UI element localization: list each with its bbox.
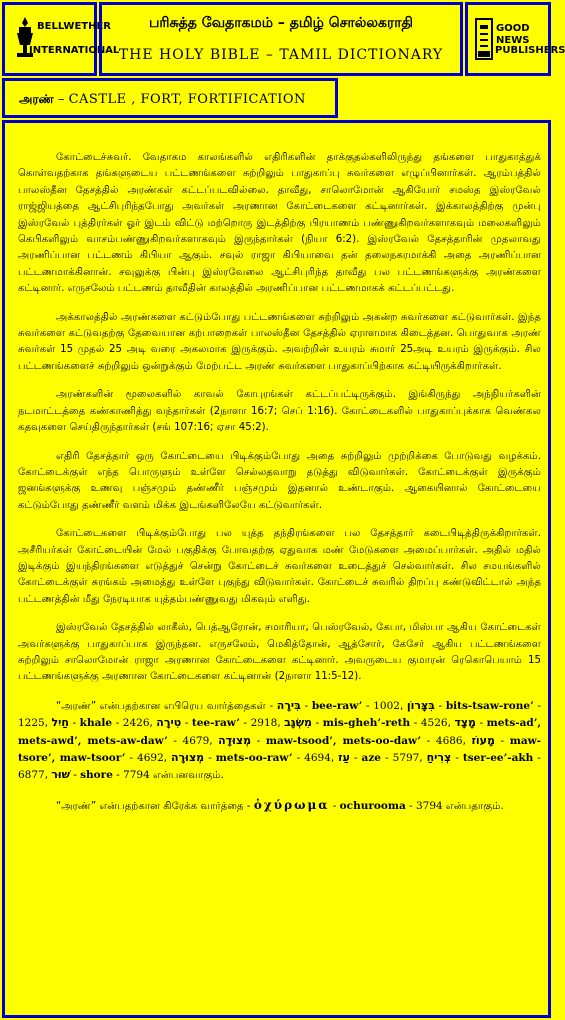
- hebrew-transliteration: mets-oo-raw’: [215, 752, 293, 764]
- hebrew-word: מְצוּרָה: [171, 751, 205, 764]
- entry-heading-box: [2, 78, 338, 118]
- paragraph: அரண்களின் மூலைகளில் காவல் கோபுரங்கள் கட்டப்பட்டிருக்கும். இங்கிருந்து அந்நியர்களின் நடமாட்டத்தை கண்காணித்து வந்தார்கள் (2நாளா 16:7; செப் 1:16). கோட்டைகளில் பாதுகாப்புக்காக வெண்கல கதவுகளை செய்திருந்தார்கள் (சங் 107:16; ஏசா 45:2).: [18, 389, 541, 434]
- publisher-right-line1: GOOD NEWS: [496, 23, 530, 46]
- hebrew-word-entry: מָעוֹז - maw-tsore’, maw-tsoor’ - 4692,: [18, 733, 542, 764]
- header-title-tamil: பரிசுத்த வேதாகமம் – தமிழ் சொல்லகராதி: [149, 15, 413, 31]
- greek-word: ὀχύρωμα: [253, 797, 330, 812]
- hebrew-word-entry: מָצָד - mets-ad’, mets-awd’, mets-aw-daw’ - 4679,: [18, 716, 542, 747]
- hebrew-word: מְצוּדָה: [218, 733, 252, 747]
- hebrew-strong-number: 4694: [304, 752, 331, 764]
- hebrew-word: צְרִיחַ: [426, 751, 452, 764]
- hebrew-word: בִּירָה: [276, 698, 301, 712]
- hebrew-strong-number: 4692: [137, 752, 164, 764]
- hebrew-word-entry: חַיִל - khale - 2426,: [51, 716, 157, 730]
- entry-word-english: CASTLE , FORT, FORTIFICATION: [68, 92, 306, 107]
- hebrew-transliteration: shore: [80, 769, 113, 782]
- hebrew-transliteration: bits-tsaw-rone’: [445, 699, 534, 712]
- hebrew-transliteration: khale: [79, 717, 113, 730]
- hebrew-word-entry: עַז - aze - 5797,: [338, 751, 427, 764]
- hebrew-strong-number: 7794: [123, 769, 150, 782]
- publisher-right-line2: PUBLISHERS: [495, 45, 565, 56]
- greek-transliteration: ochurooma: [339, 799, 406, 812]
- publisher-left-line2: INTERNATIONAL: [29, 45, 120, 56]
- greek-strong-number: 3794: [415, 799, 443, 812]
- page-header: [99, 2, 463, 76]
- publisher-left-line1: BELLWETHER: [37, 21, 112, 32]
- hebrew-word: מָצָד: [454, 716, 476, 730]
- entry-separator: –: [53, 92, 69, 107]
- book-icon: [474, 17, 494, 61]
- hebrew-intro: “அரண்” என்பதற்கான எபிரெய வார்த்தைகள் -: [56, 700, 277, 712]
- hebrew-strong-number: 4686: [435, 734, 463, 747]
- hebrew-strong-number: 2426: [122, 717, 150, 730]
- paragraph: எதிரி தேசத்தார் ஒரு கோட்டையை பிடிக்கும்போது அதை சுற்றிலும் முற்றிக்கை போடுவது வழக்கம். கோட்டைக்குள் எந்த பொருளும் உள்ளே செல்லதவாறு தடுத்து விடுவார்கள். கோட்டைக்குள் இருக்கும் ஜனங்களுக்கு உணவு பஞ்சமும் தண்ணீர் பஞ்சமும் இதனால் உண்டாகும். ஆகையினால் கோட்டையை கட்டும்போது தண்ணீர் வளம் மிக்க இடங்களிலேயே கட்டுவார்கள்.: [18, 450, 541, 511]
- hebrew-word-entry: צְרִיחַ - tser-ee’-akh - 6877,: [18, 751, 541, 782]
- hebrew-transliteration: aze: [361, 752, 381, 764]
- hebrew-transliteration: bee-raw’: [311, 699, 363, 712]
- greek-outro: என்பதாகும்.: [442, 800, 504, 812]
- hebrew-word: מִשְׂגָּב: [284, 716, 313, 730]
- hebrew-outro: என்பனவாகும்.: [149, 770, 224, 782]
- entry-content: [18, 150, 541, 827]
- paragraph: கோட்டைச்சுவர். வேதாகம காலங்களில் எதிரிகளின் தாக்குதல்களிலிருந்து தங்களை பாதுகாத்துக் கொள்வதற்காக தங்களுடைய பட்டணங்களை சுற்றிலும் பாதுகாப்பு சுவர்களை எழுப்பினார்கள். ஆரம்பத்தில் பாலஸ்தீன தேசத்தில் அரண்கள் கட்டப்படவில்லை. தாவீது, சாலொமோன் ஆகியோர் சமஸ்த இஸ்ரவேல் ராஜ்ஜியத்தை ஆட்சிபுரிந்தபோது அவர்கள் அரணான கோட்டைகளை கட்டினார்கள். இக்காலத்திற்கு முன்பு இஸ்ரவேல் புத்திரர்கள் ஓர் இடம் விட்டு மற்றொரு இடத்திற்கு பிரயாணம் பண்ணுகிறவர்களாகவும் மலைகளிலும் கெபிகளிலும் வாசம்பண்ணுகிறவர்களாகவும் இருந்தார்கள் (நியா 6:2). இஸ்ரவேல் தேசத்தாரின் முதலாவது அரணிப்பான பட்டணம் கிபியா ஆகும். சவுல் ராஜா கிபியாவை தன் தலைநகரமாக்கி அதை அரணிப்பான பட்டணமாக்கினான். சவுலுக்கு பின்பு இஸ்ரவேலை ஆட்சிபுரிந்த தாவீது பல பட்டணங்களுக்கு அரண்களை கட்டினார். எருசலேம் பட்டணம் தாவீதின் காலத்தில் அரணிப்பான பட்டணமாகக் கட்டப்பட்டது.: [18, 152, 541, 295]
- paragraph: இஸ்ரவேல் தேசத்தில் லாகீஸ், பெத்ஆரோன், சமாரியா, பெஸ்ரவேல், கேபா, மிஸ்பா ஆகிய கோட்டைகள் அவர்களுக்கு பாதுகாப்பாக இருந்தன. எருசலேம், மெகித்தோன், ஆத்சோர், கேசேர் ஆகிய பட்டணங்களை சுற்றிலும் சாலொமோன் ராஜா அரணான கோட்டைகளை கட்டினார். அவருடைய குமாரன் ரெகொபெயாம் 15 பட்டணங்களுக்கு அரணான கோட்டைகளை கட்டினான் (2நாளா 11:5-12).: [18, 622, 541, 683]
- hebrew-strong-number: 4679: [182, 734, 210, 747]
- hebrew-transliteration: tee-raw’: [191, 717, 240, 730]
- hebrew-strong-number: 6877: [18, 769, 45, 782]
- bellwether-logo-box: [2, 2, 120, 76]
- hebrew-word: טִירָה: [156, 716, 182, 730]
- paragraph: கோட்டைகளை பிடிக்கும்போது பல யுத்த தந்திரங்களை பல தேசத்தார் கடைபிடித்திருக்கிறார்கள். அசீரியர்கள் கோட்டையின் மேல் பகுதிக்கு போவதற்கு ஏதுவாக மண் மேடுகளை அமைப்பார்கள். அதில் மதில் இடிக்கும் இயந்திரங்களை எடுத்துச் சென்று கோட்டைச் சுவர்களை உடைத்துச் செல்வார்கள். சில சமயங்களில் கோட்டைக்குள் சுரங்கம் அமைத்து உள்ளே புகுந்து விடுவார்கள். கோட்டைச் சுவரில் திறப்பு கண்டுவிட்டால் அந்த பட்டணத்தின் மீது நேரடியாக யுத்தம்பண்ணுவது மிகவும் எளிது.: [18, 528, 541, 605]
- hebrew-word-entry: בִּצָּרוֹן - bits-tsaw-rone’ - 1225,: [18, 698, 542, 730]
- hebrew-word: שׁוּר: [51, 768, 70, 782]
- entry-heading: [19, 92, 306, 108]
- hebrew-word-entry: מְצוּרָה - mets-oo-raw’ - 4694,: [171, 751, 339, 764]
- hebrew-word: חַיִל: [51, 716, 69, 730]
- hebrew-transliteration: mets-ad’, mets-awd’, mets-aw-daw’: [18, 717, 542, 747]
- entry-content-box: [2, 120, 551, 1018]
- hebrew-strong-number: 5797: [392, 752, 420, 764]
- hebrew-word: מָעוֹז: [471, 733, 495, 747]
- entry-word-tamil: அரண்: [19, 92, 54, 106]
- hebrew-strong-number: 1225: [18, 717, 45, 730]
- hebrew-words-paragraph: [18, 698, 541, 785]
- hebrew-word-entry: מִשְׂגָּב - mis-gheh’-reth - 4526,: [284, 716, 455, 730]
- greek-word-paragraph: “அரண்” என்பதற்கான கிரேக்க வார்த்தை - ὀχύρωμα - ochurooma - 3794 என்பதாகும்.: [56, 797, 504, 812]
- hebrew-word-entry: טִירָה - tee-raw’ - 2918,: [156, 716, 285, 730]
- hebrew-transliteration: maw-tsore’, maw-tsoor’: [18, 734, 542, 764]
- hebrew-word-entry: שׁוּר - shore - 7794: [51, 768, 150, 782]
- paragraph: அக்காலத்தில் அரண்களை கட்டும்போது பட்டணங்களை சுற்றிலும் அகன்ற சுவர்களை கட்டுவார்கள். இந்த சுவர்களை கட்டுவதற்கு தேவையான கற்பாறைகள் பாலஸ்தீன தேசத்தில் ஏராளமாக கிடைத்தன. பொதுவாக அரண் சுவர்கள் 15 முதல் 25 அடி வரை அகலமாக இருக்கும். அவற்றின் உயரம் சுமார் 25அடி உயரம் இருக்கும். சில பட்டணங்களைச் சுற்றிலும் ஒன்றுக்கும் மேற்பட்ட அரண் சுவர்களை பாதுகாப்பிற்காக கட்டியிருக்கிறார்கள்.: [18, 311, 541, 372]
- header-title-english: THE HOLY BIBLE – TAMIL DICTIONARY: [118, 47, 444, 63]
- hebrew-word-entry: בִּירָה - bee-raw’ - 1002,: [276, 698, 407, 712]
- hebrew-transliteration: maw-tsood’, mets-oo-daw’: [265, 734, 422, 747]
- good-news-logo-box: [465, 2, 565, 76]
- hebrew-word: עַז: [338, 751, 350, 764]
- greek-intro: “அரண்” என்பதற்கான கிரேக்க வார்த்தை -: [56, 800, 254, 812]
- hebrew-transliteration: mis-gheh’-reth: [322, 717, 411, 730]
- hebrew-strong-number: 4526: [420, 717, 448, 730]
- hebrew-strong-number: 2918: [250, 717, 278, 730]
- hebrew-transliteration: tser-ee’-akh: [462, 752, 534, 764]
- hebrew-word-list: [18, 698, 542, 782]
- hebrew-word-entry: מְצוּדָה - maw-tsood’, mets-oo-daw’ - 4686,: [218, 733, 472, 747]
- hebrew-word: בִּצָּרוֹן: [406, 698, 435, 712]
- hebrew-strong-number: 1002: [373, 699, 400, 712]
